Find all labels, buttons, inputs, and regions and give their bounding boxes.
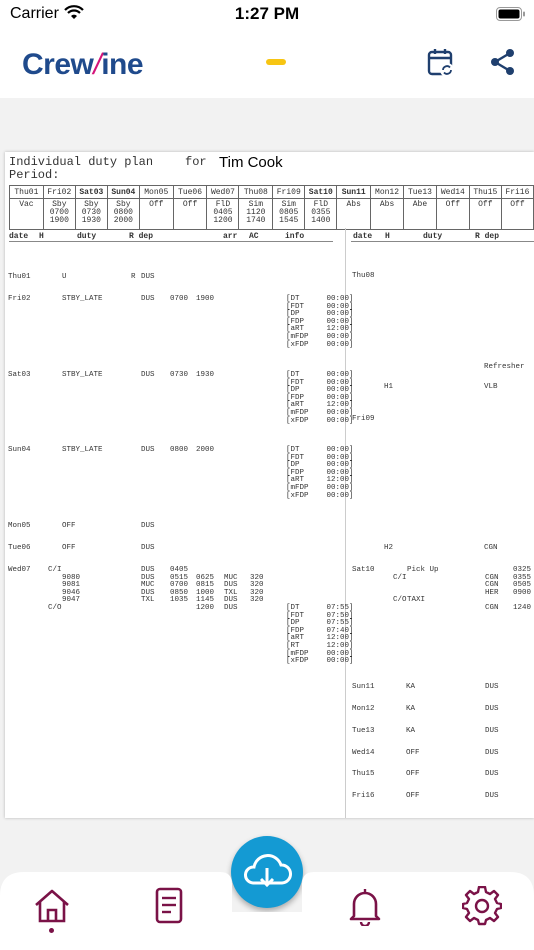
header-rule-left	[9, 241, 333, 242]
period-label: Period:	[9, 168, 60, 182]
entry-date: Wed14	[352, 749, 375, 757]
entry-dep: DUS	[485, 749, 499, 757]
bell-icon	[345, 886, 385, 926]
left-header-info: info	[285, 232, 305, 241]
entry-date: Fri09	[352, 415, 375, 423]
right-header-r-dep: R dep	[475, 232, 500, 241]
entry-note: H1	[384, 383, 394, 391]
crewline-logo: Crew/ine	[22, 48, 144, 81]
nav-documents[interactable]	[149, 886, 189, 926]
left-header-date: date	[9, 232, 29, 241]
entry-duty: OFF	[62, 522, 76, 530]
entry-dep: DUS	[141, 295, 155, 303]
entry-date: Sun04	[8, 446, 31, 454]
entry-times: 0405 0515 0700 0850 1035	[170, 566, 189, 605]
day-value-row	[10, 199, 534, 230]
status-bar	[0, 0, 534, 30]
entry-date: Sat03	[8, 371, 31, 379]
left-header-h: H	[39, 232, 44, 241]
entry-date: Thu08	[352, 272, 375, 280]
entry-date: Sun11	[352, 683, 375, 691]
entry-info: [DT 00:00] [FDT 00:00] [DP 00:00] [FDP 00:00] [aRT 12:00] [mFDP 00:00] [xFDP 00:00]	[286, 446, 354, 500]
entry-duty: STBY_LATE	[62, 371, 103, 379]
document-icon	[149, 886, 189, 926]
entry-duty: OFF	[406, 749, 420, 757]
day-value-thu01: Vac	[10, 199, 44, 230]
day-value-mon12: Abs	[371, 199, 404, 230]
entry-duty: Pick Up TAXI	[407, 566, 439, 605]
entry-dep: DUS DUS MUC DUS TXL	[141, 566, 155, 605]
left-header-duty: duty	[77, 232, 97, 241]
left-header-arr: arr	[223, 232, 238, 241]
nav-notifications[interactable]	[345, 886, 385, 926]
entry-dep: DUS	[141, 446, 155, 454]
entry-dep: DUS	[141, 544, 155, 552]
entry-times: 0700	[170, 295, 189, 303]
entry-duty: KA	[406, 683, 416, 691]
day-value-mon05: Off	[139, 199, 173, 230]
day-label-row	[10, 186, 534, 199]
entry-h: C/I C/O	[48, 566, 62, 612]
day-label-sat10: Sat10	[305, 186, 337, 199]
day-label-tue13: Tue13	[404, 186, 437, 199]
entry-dep: DUS	[485, 770, 499, 778]
day-value-thu08: Sim 1120 1740	[239, 199, 273, 230]
status-time: 1:27 PM	[234, 4, 300, 23]
entry-info: [DT 00:00] [FDT 00:00] [DP 00:00] [FDP 00:00] [aRT 12:00] [mFDP 00:00] [xFDP 00:00]	[286, 295, 354, 349]
entry-date: Fri02	[8, 295, 31, 303]
entry-date: Wed07	[8, 566, 31, 574]
calendar-sync-icon	[426, 46, 456, 78]
day-label-fri16: Fri16	[501, 186, 533, 199]
entry-note: VLB	[484, 383, 498, 391]
entry-dep: DUS	[141, 522, 155, 530]
gear-icon	[462, 886, 502, 926]
day-value-sat03: Sby 0730 1930	[75, 199, 107, 230]
nav-home[interactable]	[32, 886, 72, 926]
duty-plan-document	[5, 152, 534, 818]
entry-date: Mon12	[352, 705, 375, 713]
left-header-ac: AC	[249, 232, 259, 241]
entry-note: Refresher	[484, 363, 525, 371]
entry-duty: 9080 9081 9046 9047	[62, 573, 81, 605]
entry-dep: DUS	[485, 792, 499, 800]
entry-ac-dest: MUC DUS TXL DUS DUS	[224, 573, 238, 612]
day-label-wed14: Wed14	[436, 186, 469, 199]
left-header-r-dep: R dep	[129, 232, 154, 241]
right-header-h: H	[385, 232, 390, 241]
nav-settings[interactable]	[462, 886, 502, 926]
day-value-wed14: Off	[436, 199, 469, 230]
entry-duty: OFF	[406, 770, 420, 778]
calendar-sync-button[interactable]	[426, 46, 456, 78]
entry-dep: DUS	[485, 683, 499, 691]
home-icon	[32, 886, 72, 926]
entry-dep: DUS	[141, 371, 155, 379]
day-value-fri16: Off	[501, 199, 533, 230]
entry-dep: DUS	[141, 273, 155, 281]
entry-arr: 1930	[196, 371, 215, 379]
entry-date: Fri16	[352, 792, 375, 800]
share-icon	[488, 46, 518, 78]
battery-icon	[496, 7, 526, 26]
entry-times: 0730	[170, 371, 189, 379]
day-value-sun04: Sby 0800 2000	[107, 199, 139, 230]
nav-background	[0, 872, 534, 950]
entry-r: CGN CGN HER CGN	[485, 573, 499, 612]
day-value-wed07: FlD 0405 1200	[207, 199, 239, 230]
entry-date: Sat10	[352, 566, 375, 574]
day-value-thu15: Off	[469, 199, 501, 230]
entry-dep: DUS	[485, 727, 499, 735]
day-value-tue13: Abe	[404, 199, 437, 230]
right-header-duty: duty	[423, 232, 443, 241]
entry-duty: STBY_LATE	[62, 295, 103, 303]
day-label-mon12: Mon12	[371, 186, 404, 199]
day-value-tue06: Off	[173, 199, 207, 230]
day-label-sun11: Sun11	[337, 186, 371, 199]
entry-times: 0800	[170, 446, 189, 454]
entry-info: [DT 07:55] [FDT 07:50] [DP 07:55] [FDP 07:40] [aRT 12:00] [RT 12:00] [mFDP 00:00] [xFDP 00:00]	[286, 603, 354, 666]
day-value-sun11: Abs	[337, 199, 371, 230]
drag-handle	[266, 59, 286, 65]
day-label-thu15: Thu15	[469, 186, 501, 199]
day-label-tue06: Tue06	[173, 186, 207, 199]
entry-date: Thu01	[8, 273, 31, 281]
entry-date: Mon05	[8, 522, 31, 530]
entry-info: [DT 00:00] [FDT 00:00] [DP 00:00] [FDP 00:00] [aRT 12:00] [mFDP 00:00] [xFDP 00:00]	[286, 371, 354, 425]
crew-member-name: Tim Cook	[219, 154, 283, 171]
entry-dep: DUS	[485, 705, 499, 713]
share-button[interactable]	[488, 46, 518, 78]
document-title: Individual duty plan	[9, 155, 154, 169]
header-rule-right	[351, 241, 534, 242]
day-label-wed07: Wed07	[207, 186, 239, 199]
active-tab-indicator	[49, 928, 54, 933]
entry-date: Tue06	[8, 544, 31, 552]
carrier-label: Carrier	[10, 5, 59, 22]
right-header-date: date	[353, 232, 373, 241]
entry-note: H2	[384, 544, 394, 552]
day-label-thu08: Thu08	[239, 186, 273, 199]
entry-r: R	[131, 273, 136, 281]
entry-note: CGN	[484, 544, 498, 552]
entry-arr: 2000	[196, 446, 215, 454]
day-label-fri02: Fri02	[43, 186, 75, 199]
app-bar	[0, 30, 534, 98]
entry-duty: STBY_LATE	[62, 446, 103, 454]
entry-h: C/I C/O	[393, 573, 407, 605]
entry-duty: KA	[406, 705, 416, 713]
day-label-fri09: Fri09	[273, 186, 305, 199]
entry-arr: 1900	[196, 295, 215, 303]
entry-arr: 0625 0815 1000 1145 1200	[196, 573, 215, 612]
entry-duty: U	[62, 273, 67, 281]
bottom-navigation	[0, 872, 534, 950]
entry-ac: 320 320 320 320	[250, 573, 264, 605]
entry-duty: OFF	[406, 792, 420, 800]
day-label-thu01: Thu01	[10, 186, 44, 199]
entry-duty: KA	[406, 727, 416, 735]
entry-times: 0325 0355 0505 0900 1240	[513, 566, 532, 612]
entry-date: Tue13	[352, 727, 375, 735]
day-label-sun04: Sun04	[107, 186, 139, 199]
entry-date: Thu15	[352, 770, 375, 778]
day-value-sat10: FlD 0355 1400	[305, 199, 337, 230]
day-value-fri09: Sim 0805 1545	[273, 199, 305, 230]
day-value-fri02: Sby 0700 1900	[43, 199, 75, 230]
for-label: for	[185, 155, 207, 169]
day-label-sat03: Sat03	[75, 186, 107, 199]
day-label-mon05: Mon05	[139, 186, 173, 199]
entry-duty: OFF	[62, 544, 76, 552]
day-summary-grid	[9, 185, 534, 230]
